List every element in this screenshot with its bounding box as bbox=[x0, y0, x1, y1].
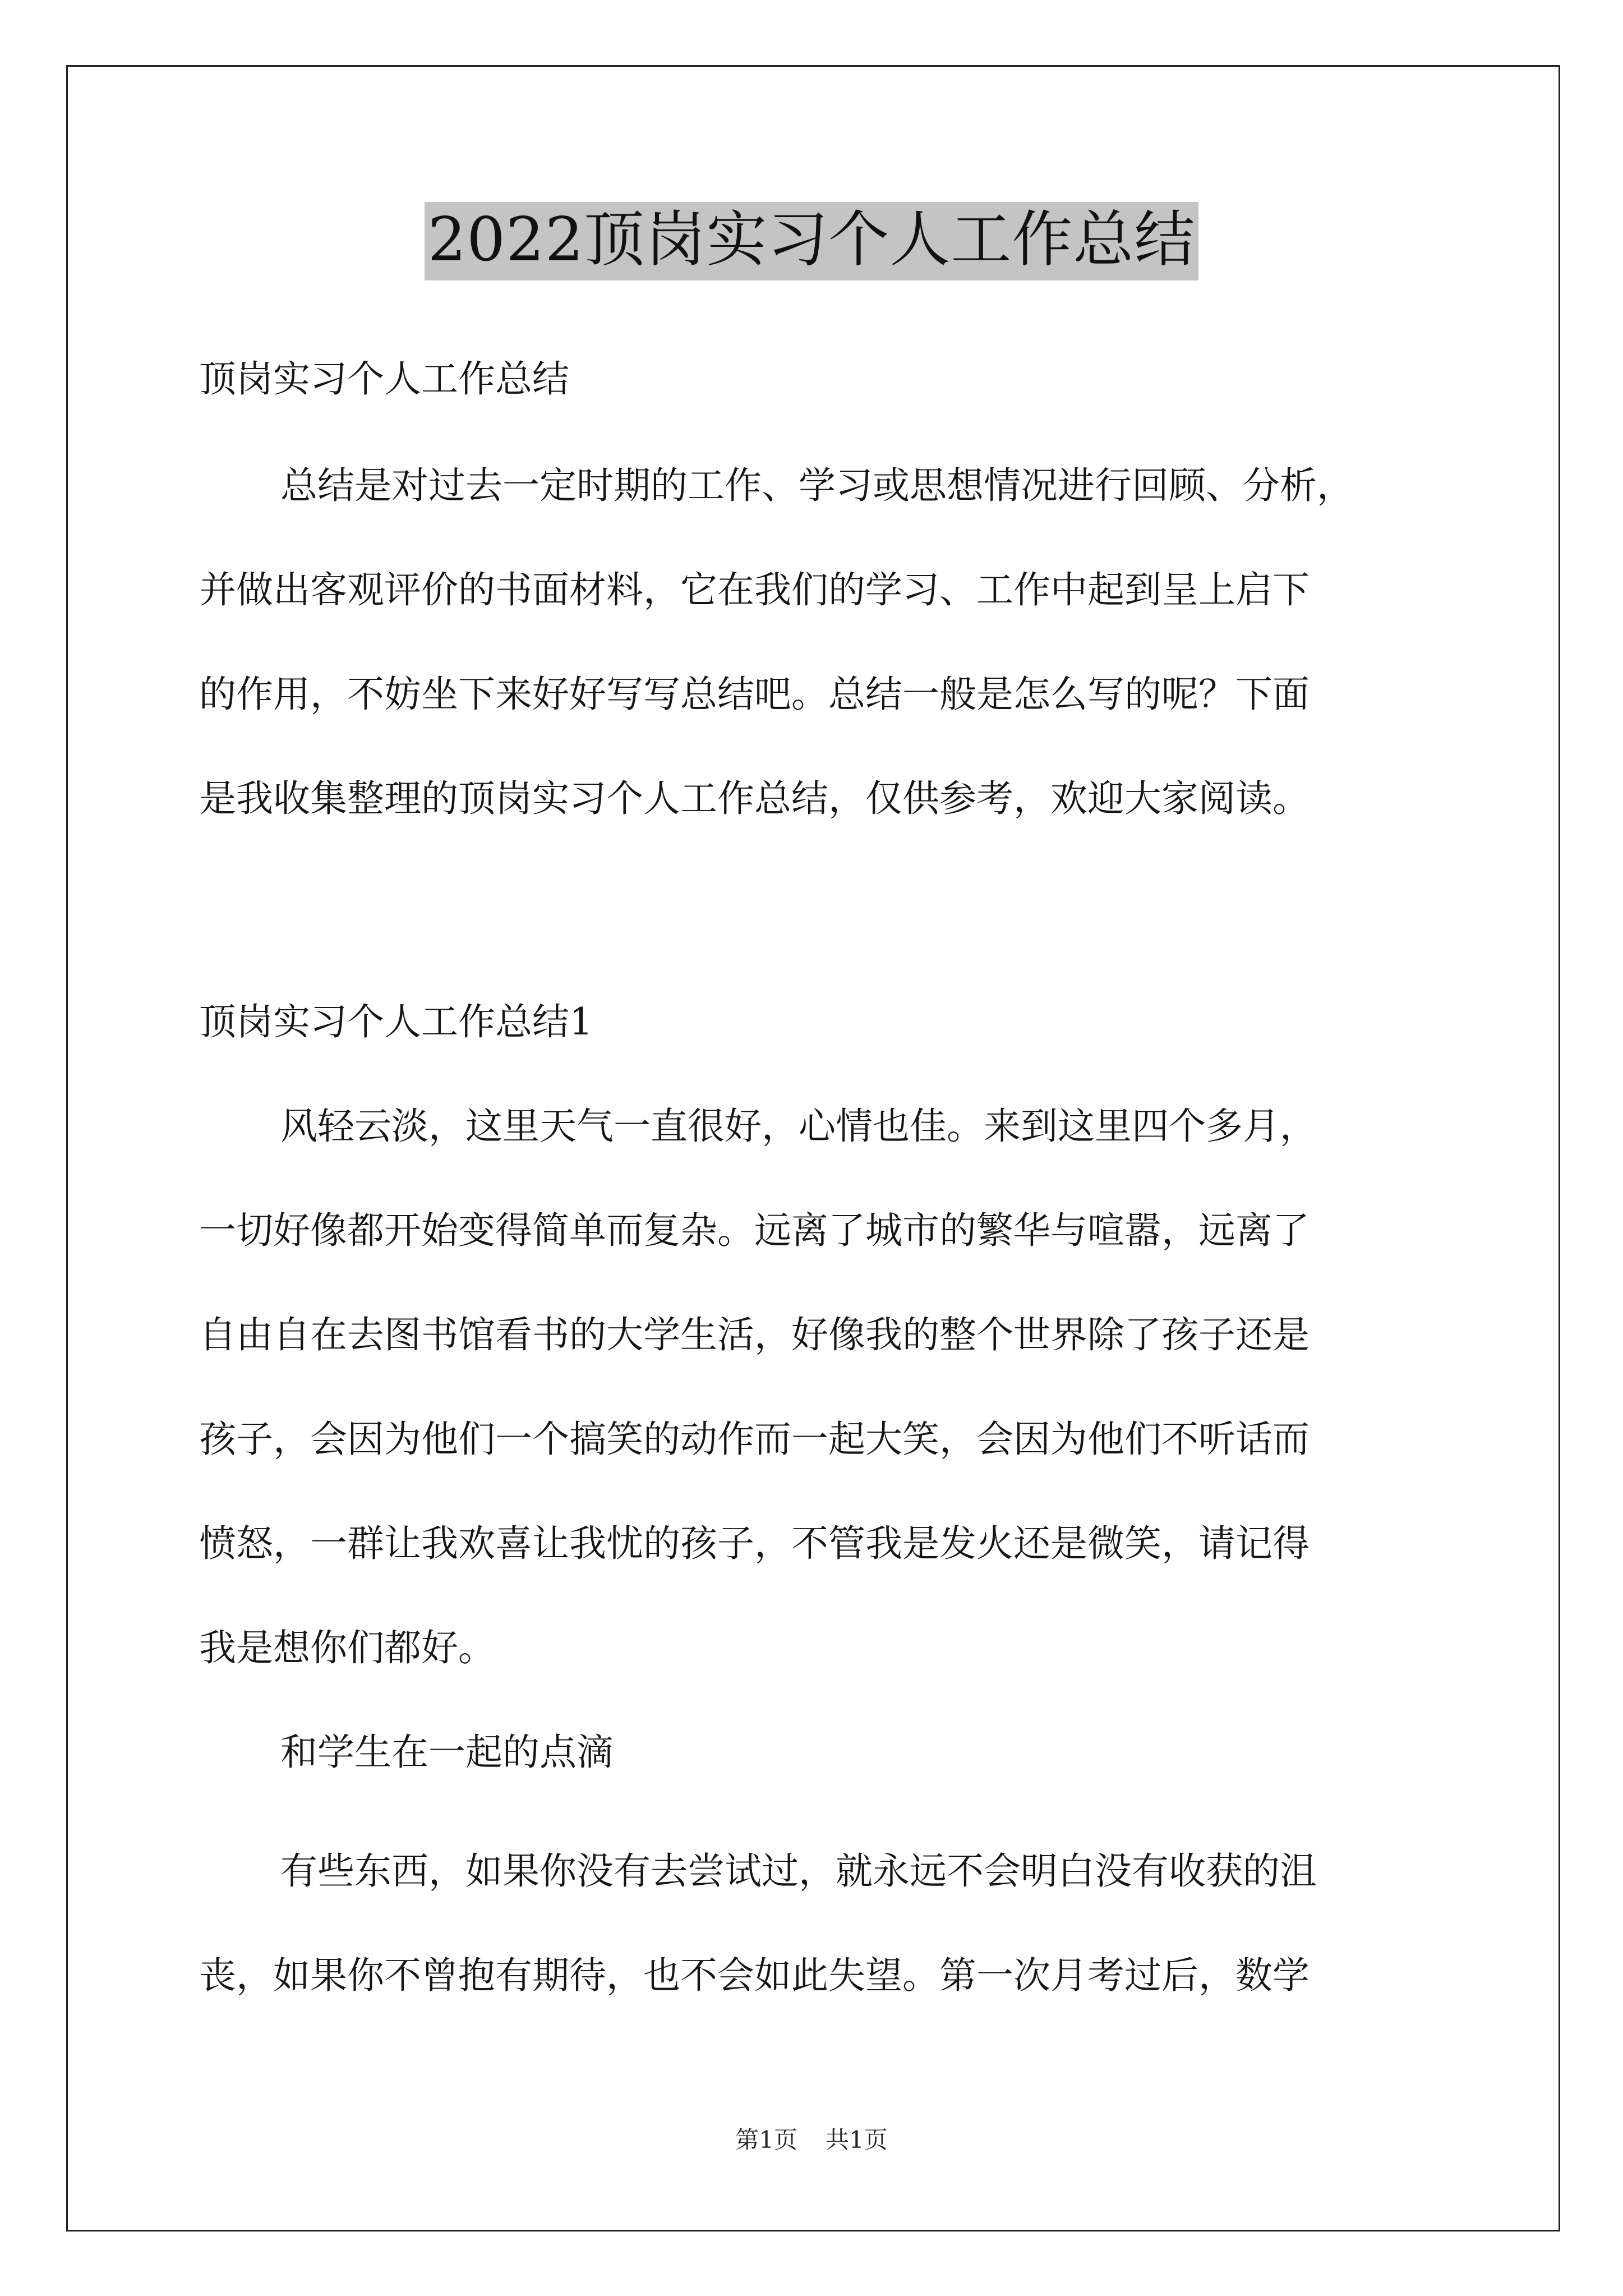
paragraph-line: 自由自在去图书馆看书的大学生活，好像我的整个世界除了孩子还是 bbox=[199, 1313, 1310, 1356]
intro-line: 并做出客观评价的书面材料，它在我们的学习、工作中起到呈上启下 bbox=[199, 568, 1310, 611]
section-heading: 顶岗实习个人工作总结1 bbox=[199, 1000, 593, 1043]
paragraph-line: 丧，如果你不曾抱有期待，也不会如此失望。第一次月考过后，数学 bbox=[199, 1954, 1310, 1997]
page-number-total: 共1页 bbox=[826, 2126, 888, 2154]
title-container bbox=[0, 202, 1623, 280]
paragraph-line: 一切好像都开始变得简单而复杂。远离了城市的繁华与喧嚣，远离了 bbox=[199, 1209, 1310, 1252]
paragraph-line: 愤怒，一群让我欢喜让我忧的孩子，不管我是发火还是微笑，请记得 bbox=[199, 1522, 1310, 1565]
paragraph-line: 风轻云淡，这里天气一直很好，心情也佳。来到这里四个多月， bbox=[280, 1105, 1317, 1148]
intro-line: 的作用，不妨坐下来好好写写总结吧。总结一般是怎么写的呢？下面 bbox=[199, 673, 1310, 716]
page-number-current: 第1页 bbox=[735, 2126, 797, 2154]
paragraph-line: 孩子，会因为他们一个搞笑的动作而一起大笑，会因为他们不听话而 bbox=[199, 1418, 1310, 1461]
document-subtitle: 顶岗实习个人工作总结 bbox=[199, 357, 569, 401]
page-footer bbox=[0, 2126, 1623, 2154]
intro-line: 总结是对过去一定时期的工作、学习或思想情况进行回顾、分析， bbox=[280, 464, 1354, 507]
document-title: 2022顶岗实习个人工作总结 bbox=[425, 202, 1199, 280]
paragraph-line: 有些东西，如果你没有去尝试过，就永远不会明白没有收获的沮 bbox=[280, 1849, 1317, 1893]
paragraph-line: 我是想你们都好。 bbox=[199, 1626, 495, 1669]
intro-line: 是我收集整理的顶岗实习个人工作总结，仅供参考，欢迎大家阅读。 bbox=[199, 777, 1310, 820]
sub-heading: 和学生在一起的点滴 bbox=[280, 1731, 614, 1774]
